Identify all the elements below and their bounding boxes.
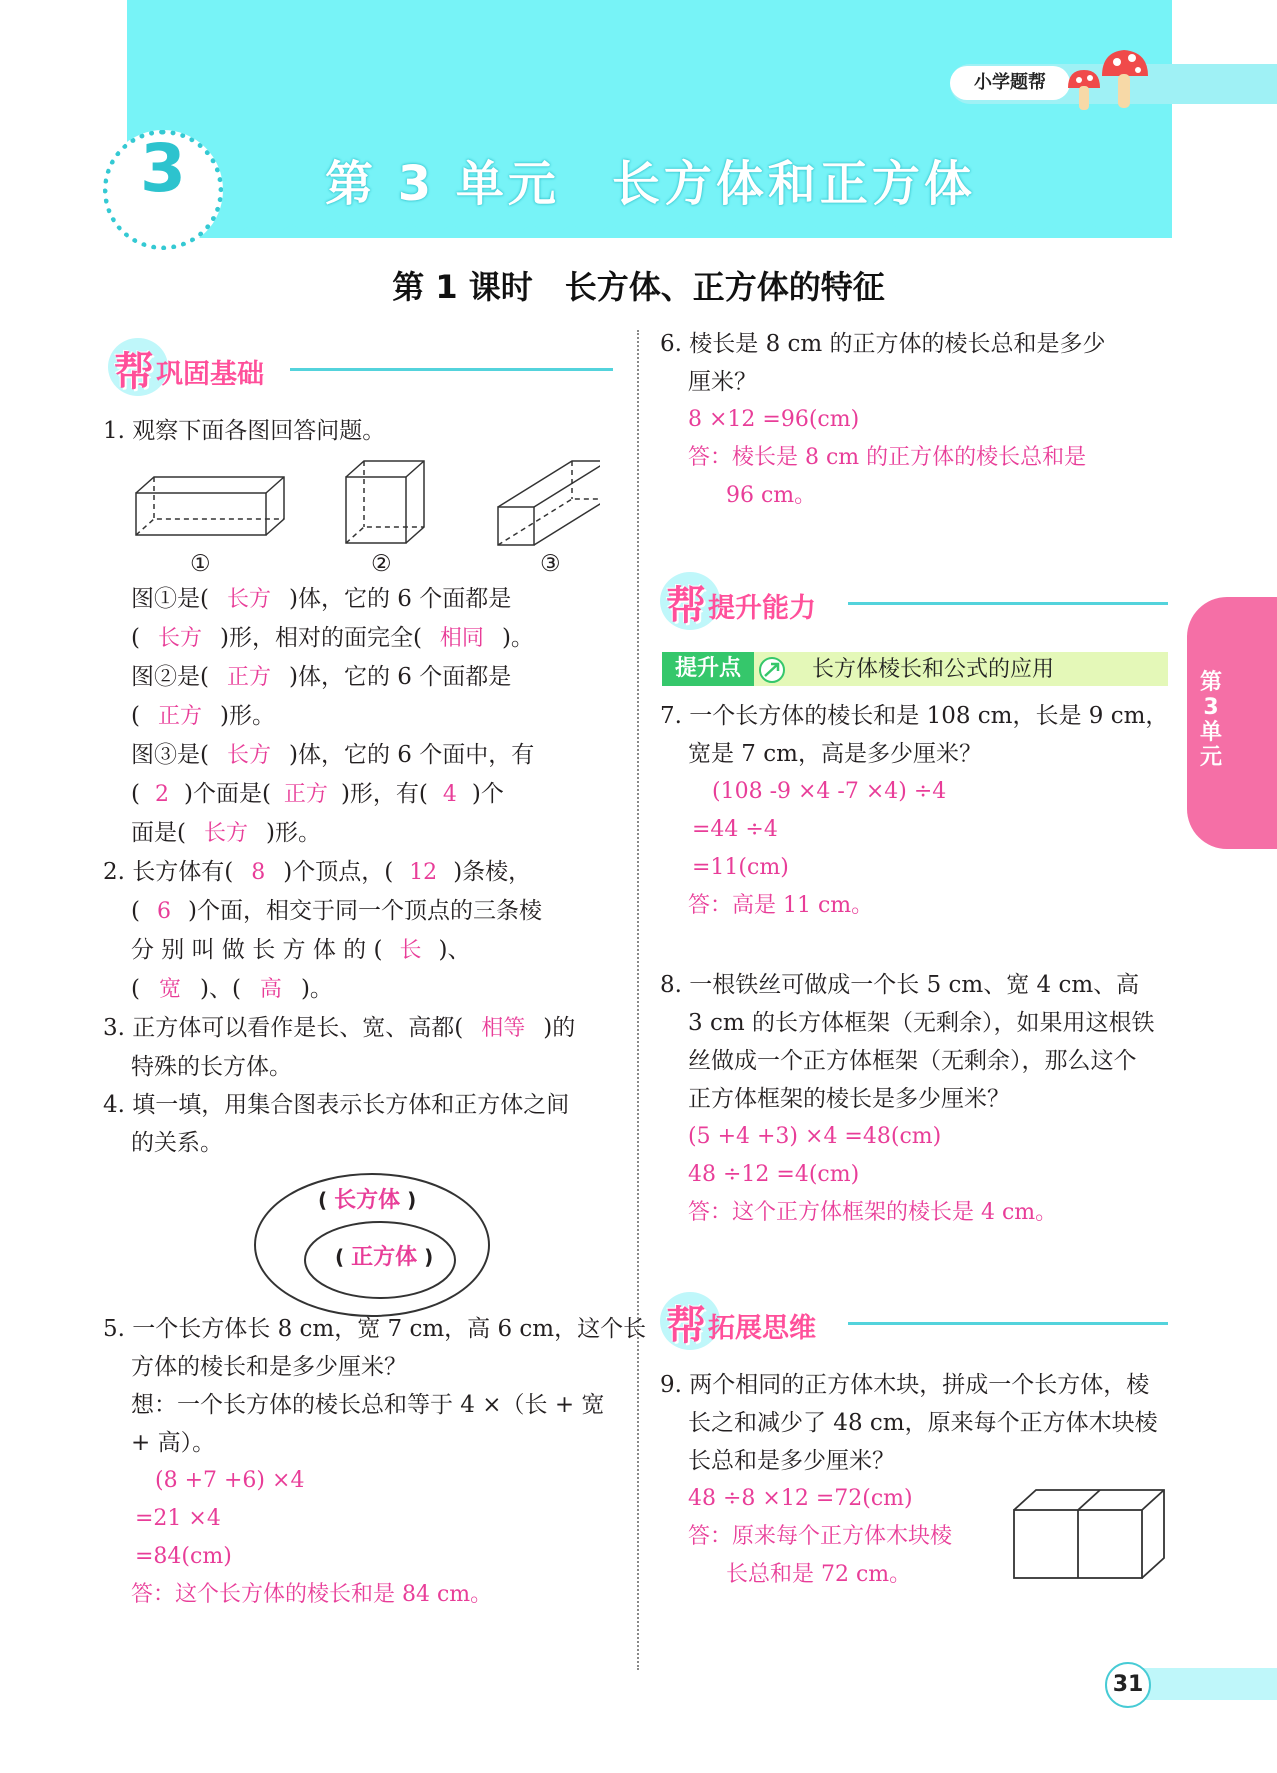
- text: 2. 长方体有(: [103, 859, 234, 885]
- improve-tag-label: 提升点: [662, 652, 754, 686]
- text: )个: [471, 781, 504, 807]
- q8-step: (5 +4 +3) ×4 =48(cm): [688, 1124, 942, 1149]
- text: 图③是(: [131, 742, 209, 768]
- q8-line: 正方体框架的棱长是多少厘米？: [688, 1086, 1010, 1112]
- figure-label-1: ①: [190, 551, 211, 577]
- text: (: [131, 976, 140, 1002]
- text: (: [131, 625, 140, 651]
- q9-figure: [1010, 1486, 1170, 1582]
- q8-step: 48 ÷12 =4(cm): [688, 1162, 860, 1187]
- section-title: 提升能力: [708, 593, 816, 624]
- q9-line: 长之和减少了 48 cm，原来每个正方体木块棱: [688, 1410, 1158, 1436]
- figure-label-2: ②: [371, 551, 392, 577]
- q2-line: [103, 970, 623, 1009]
- q5-answer: 答：这个长方体的棱长和是 84 cm。: [131, 1582, 493, 1607]
- answer-blank: 正方: [157, 704, 202, 729]
- text: )体，它的 6 个面都是: [288, 586, 512, 612]
- q5-block: [103, 1310, 647, 1614]
- q7-block: [660, 697, 1170, 925]
- arrow-icon: [758, 656, 786, 684]
- section-rule: [290, 368, 613, 371]
- answer-blank: 正方: [283, 782, 328, 807]
- q2-line: [103, 892, 623, 931]
- q8-line: 3 cm 的长方体框架（无剩余），如果用这根铁: [688, 1010, 1155, 1036]
- text: 图②是(: [131, 664, 209, 690]
- text: (: [335, 1245, 352, 1269]
- text: )。: [501, 625, 534, 651]
- answer-blank: 4: [442, 782, 457, 807]
- text: 面是(: [131, 820, 186, 846]
- q8-answer: 答：这个正方体框架的棱长是 4 cm。: [688, 1200, 1058, 1225]
- q7-answer: 答：高是 11 cm。: [688, 893, 874, 918]
- unit-side-tab-text: 第3单元: [1199, 670, 1222, 770]
- q1-line: [103, 658, 623, 697]
- text: (: [131, 703, 140, 729]
- q1-line: [103, 697, 623, 736]
- answer-blank: 长方: [226, 587, 271, 612]
- q8-block: [660, 966, 1170, 1232]
- q5-step: =21 ×4: [135, 1506, 221, 1531]
- venn-outer-label: [318, 1183, 416, 1214]
- text: )个面，相交于同一个顶点的三条棱: [187, 898, 542, 924]
- q5-hint: 想：一个长方体的棱长总和等于 4 ×（长 + 宽: [131, 1392, 605, 1418]
- figure-label-3: ③: [540, 551, 561, 577]
- text: ): [400, 1188, 417, 1212]
- text: )形，有(: [340, 781, 428, 807]
- answer-blank: 8: [251, 860, 266, 885]
- q5-line: 方体的棱长和是多少厘米？: [131, 1354, 407, 1380]
- answer-blank: 长方: [203, 821, 248, 846]
- q2-line: [103, 853, 623, 892]
- answer-blank: 长: [399, 938, 422, 963]
- q6-line: 厘米？: [688, 369, 757, 395]
- header-wave: [127, 210, 1172, 250]
- q7-step: =11(cm): [692, 855, 789, 880]
- unit-title: 第 3 单元 长方体和正方体: [325, 156, 976, 212]
- answer-blank: 相等: [481, 1016, 526, 1041]
- q1-answers: [103, 580, 623, 1162]
- section-rule: [848, 1322, 1168, 1325]
- q8-line: 8. 一根铁丝可做成一个长 5 cm、宽 4 cm、高: [660, 972, 1140, 998]
- text: )、(: [199, 976, 241, 1002]
- section-mark: 帮: [666, 583, 706, 629]
- q1-line: [103, 619, 623, 658]
- q1-line: [103, 736, 623, 775]
- q7-step: (108 -9 ×4 -7 ×4) ÷4: [712, 779, 947, 804]
- q6-block: [660, 325, 1170, 515]
- q2-line: [103, 931, 623, 970]
- section-mark: 帮: [666, 1303, 706, 1349]
- q6-step: 8 ×12 =96(cm): [688, 407, 860, 432]
- answer-blank: 宽: [158, 977, 181, 1002]
- q4-line: 的关系。: [131, 1130, 223, 1156]
- answer-blank: 高: [259, 977, 282, 1002]
- q3-line: 特殊的长方体。: [131, 1054, 292, 1080]
- q4-line: 4. 填一填，用集合图表示长方体和正方体之间: [103, 1092, 570, 1118]
- answer-outer: 长方体: [334, 1188, 401, 1213]
- mushroom-icon: [1062, 44, 1152, 116]
- q1-line: [103, 580, 623, 619]
- section-basic-header: [108, 338, 613, 396]
- q7-line: 宽是 7 cm，高是多少厘米？: [688, 741, 982, 767]
- brand-name: 小学题帮: [950, 66, 1070, 100]
- answer-blank: 6: [156, 899, 171, 924]
- q5-step: =84(cm): [135, 1544, 232, 1569]
- answer-inner: 正方体: [351, 1245, 418, 1270]
- text: )形。: [265, 820, 321, 846]
- q9-answer: 长总和是 72 cm。: [726, 1562, 912, 1587]
- q7-line: 7. 一个长方体的棱长和是 108 cm，长是 9 cm，: [660, 703, 1169, 729]
- answer-blank: 12: [409, 860, 438, 885]
- q9-line: 9. 两个相同的正方体木块，拼成一个长方体，棱: [660, 1372, 1150, 1398]
- section-title: 巩固基础: [156, 359, 264, 390]
- q1-line: [103, 775, 623, 814]
- text: )、: [438, 937, 471, 963]
- text: (: [131, 781, 140, 807]
- text: 分 别 叫 做 长 方 体 的 (: [131, 937, 383, 963]
- text: )体，它的 6 个面中，有: [288, 742, 535, 768]
- text: )的: [543, 1015, 576, 1041]
- q5-line: 5. 一个长方体长 8 cm，宽 7 cm，高 6 cm，这个长: [103, 1316, 647, 1342]
- text: )条棱，: [453, 859, 532, 885]
- page-number: 31: [1105, 1662, 1151, 1708]
- answer-blank: 相同: [439, 626, 484, 651]
- text: (: [131, 898, 140, 924]
- section-extend-header: [660, 1292, 1168, 1350]
- text: 3. 正方体可以看作是长、宽、高都(: [103, 1015, 464, 1041]
- q6-answer: 答：棱长是 8 cm 的正方体的棱长总和是: [688, 445, 1087, 470]
- improve-tag-text: 长方体棱长和公式的应用: [812, 657, 1055, 682]
- q8-line: 丝做成一个正方体框架（无剩余），那么这个: [688, 1048, 1137, 1074]
- venn-inner-label: [335, 1240, 433, 1271]
- section-improve-header: [660, 572, 1168, 630]
- q5-step: (8 +7 +6) ×4: [155, 1468, 305, 1493]
- q9-answer: 答：原来每个正方体木块棱: [688, 1524, 953, 1549]
- column-divider: [637, 330, 639, 1670]
- lesson-title: 第 1 课时 长方体、正方体的特征: [392, 268, 885, 306]
- text: ): [417, 1245, 434, 1269]
- answer-blank: 正方: [226, 665, 271, 690]
- text: )形。: [219, 703, 275, 729]
- q9-line: 长总和是多少厘米？: [688, 1448, 895, 1474]
- section-mark: 帮: [114, 349, 154, 395]
- text: )个顶点，(: [283, 859, 394, 885]
- q5-hint: + 高）。: [131, 1430, 216, 1456]
- q6-line: 6. 棱长是 8 cm 的正方体的棱长总和是多少: [660, 331, 1106, 357]
- answer-blank: 2: [154, 782, 169, 807]
- unit-number: 3: [140, 130, 186, 207]
- q6-answer: 96 cm。: [726, 483, 817, 508]
- text: )个面是(: [183, 781, 271, 807]
- answer-blank: 长方: [226, 743, 271, 768]
- text: )形，相对的面完全(: [219, 625, 422, 651]
- q1-line: [103, 814, 623, 853]
- text: )体，它的 6 个面都是: [288, 664, 512, 690]
- q7-step: =44 ÷4: [692, 817, 778, 842]
- section-rule: [848, 602, 1168, 605]
- answer-blank: 长方: [157, 626, 202, 651]
- q9-step: 48 ÷8 ×12 =72(cm): [688, 1486, 913, 1511]
- text: 图①是(: [131, 586, 209, 612]
- q1-stem: 1. 观察下面各图回答问题。: [103, 418, 386, 444]
- text: )。: [300, 976, 333, 1002]
- text: (: [318, 1188, 335, 1212]
- q3-line: [103, 1009, 623, 1048]
- section-title: 拓展思维: [708, 1313, 816, 1344]
